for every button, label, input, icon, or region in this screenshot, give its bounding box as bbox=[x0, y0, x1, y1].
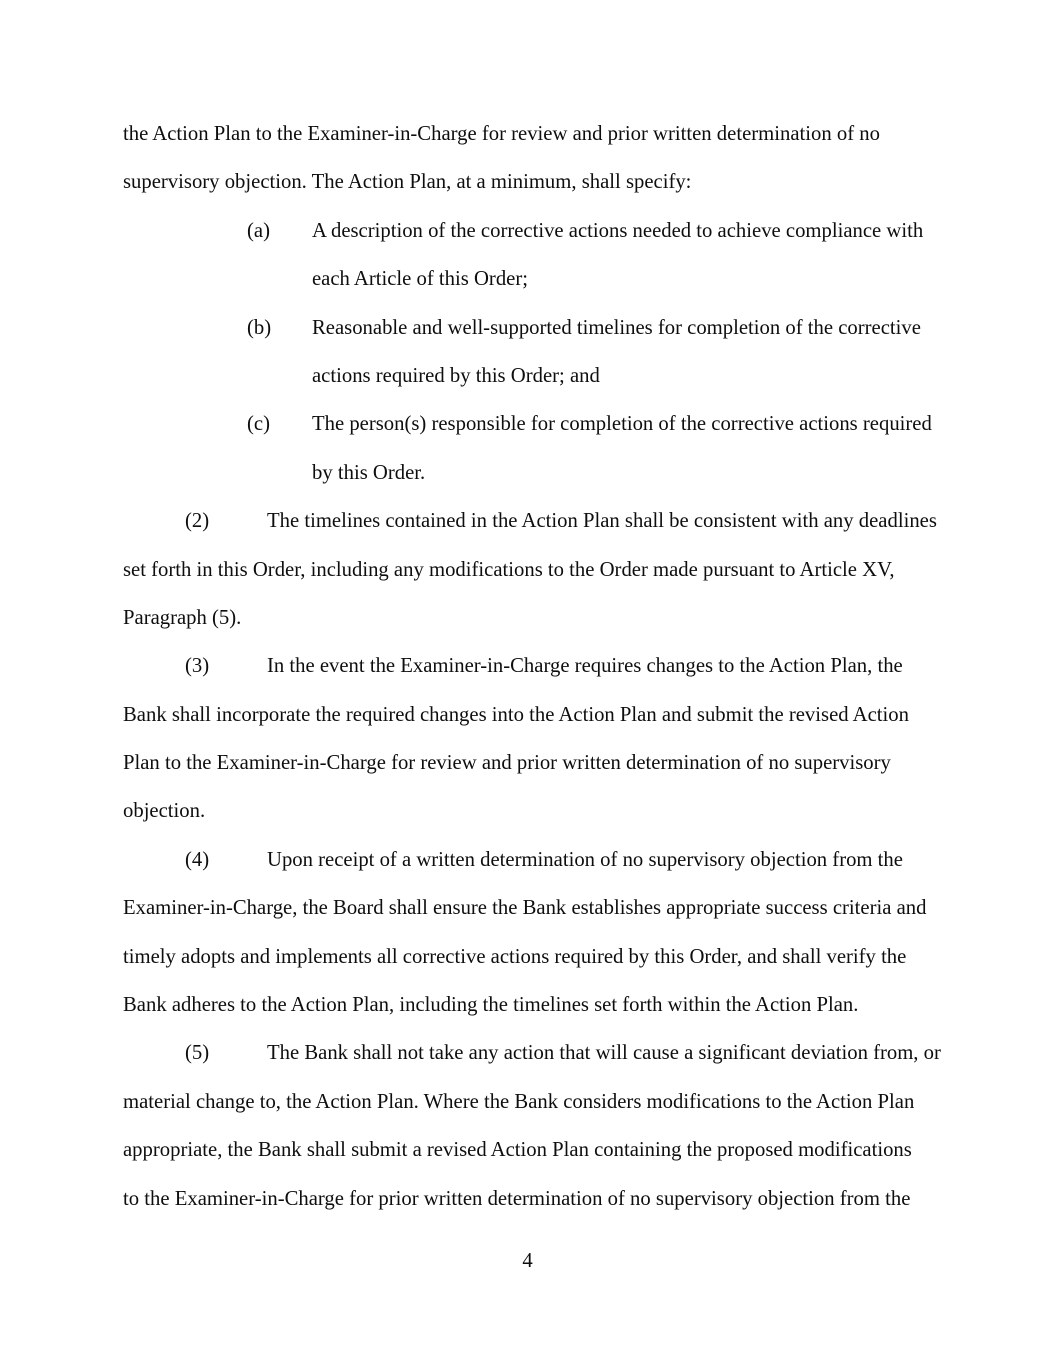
line-text: timely adopts and implements all corrective actions required by this Order, and shall verify the bbox=[123, 945, 907, 968]
line-text: the Action Plan to the Examiner-in-Charge for review and prior written determination of no bbox=[123, 123, 880, 145]
line-text: In the event the Examiner-in-Charge requires changes to the Action Plan, the bbox=[267, 655, 903, 678]
paragraph-label: (a) bbox=[247, 219, 270, 242]
line-text: by this Order. bbox=[312, 461, 426, 484]
clause-line bbox=[123, 352, 938, 400]
paragraph-label: (c) bbox=[247, 413, 270, 436]
line-text: Plan to the Examiner-in-Charge for review and prior written determination of no supervisory bbox=[123, 752, 891, 775]
line-text: Reasonable and well-supported timelines for completion of the corrective bbox=[312, 316, 921, 339]
line-text: set forth in this Order, including any modifications to the Order made pursuant to Article XV, bbox=[123, 558, 895, 581]
line-text: objection. bbox=[123, 800, 206, 823]
line-text: Bank shall incorporate the required changes into the Action Plan and submit the revised Action bbox=[123, 703, 909, 726]
numbered-paragraph-line bbox=[123, 981, 938, 1029]
paragraph-label: (3) bbox=[185, 655, 210, 678]
line-text: actions required by this Order; and bbox=[312, 364, 600, 387]
paragraph-label: (b) bbox=[247, 316, 272, 339]
clause-line bbox=[123, 207, 938, 255]
line-text: Paragraph (5). bbox=[123, 606, 242, 629]
numbered-paragraph-line bbox=[123, 1078, 938, 1126]
numbered-paragraph-line bbox=[123, 642, 938, 690]
page-number: 4 bbox=[522, 1250, 533, 1272]
clause-line bbox=[123, 400, 938, 448]
line-text: Bank adheres to the Action Plan, including the timelines set forth within the Action Plan. bbox=[123, 994, 859, 1017]
numbered-paragraph-line bbox=[123, 836, 938, 884]
line-text: Examiner-in-Charge, the Board shall ensure the Bank establishes appropriate success criteria and bbox=[123, 897, 927, 920]
paragraph-label: (4) bbox=[185, 848, 210, 871]
numbered-paragraph-line bbox=[123, 546, 938, 594]
numbered-paragraph-line bbox=[123, 884, 938, 932]
line-text: each Article of this Order; bbox=[312, 268, 528, 291]
numbered-paragraph-line bbox=[123, 1029, 941, 1077]
line-text: Upon receipt of a written determination of no supervisory objection from the bbox=[267, 848, 903, 871]
line-text: supervisory objection. The Action Plan, at a minimum, shall specify: bbox=[123, 171, 692, 194]
paragraph-label: (5) bbox=[185, 1042, 210, 1065]
line-text: to the Examiner-in-Charge for prior written determination of no supervisory objection from the bbox=[123, 1187, 911, 1210]
line-text: appropriate, the Bank shall submit a revised Action Plan containing the proposed modifications bbox=[123, 1139, 912, 1162]
document-body bbox=[123, 110, 941, 1223]
paragraph-line bbox=[123, 110, 938, 158]
numbered-paragraph-line bbox=[123, 933, 938, 981]
line-text: The person(s) responsible for completion of the corrective actions required bbox=[312, 413, 932, 436]
numbered-paragraph-line bbox=[123, 1126, 938, 1174]
numbered-paragraph-line bbox=[123, 739, 938, 787]
numbered-paragraph-line bbox=[123, 497, 938, 545]
paragraph-label: (2) bbox=[185, 510, 210, 533]
numbered-paragraph-line bbox=[123, 594, 938, 642]
line-text: The timelines contained in the Action Plan shall be consistent with any deadlines bbox=[267, 510, 937, 533]
line-text: material change to, the Action Plan. Where the Bank considers modifications to the Action Plan bbox=[123, 1090, 915, 1113]
numbered-paragraph-line bbox=[123, 787, 938, 835]
line-text: A description of the corrective actions needed to achieve compliance with bbox=[312, 219, 924, 242]
clause-line bbox=[123, 304, 938, 352]
numbered-paragraph-line bbox=[123, 691, 938, 739]
clause-line bbox=[123, 449, 938, 497]
line-text: The Bank shall not take any action that will cause a significant deviation from, or bbox=[267, 1042, 941, 1065]
numbered-paragraph-line bbox=[123, 1175, 938, 1223]
clause-line bbox=[123, 255, 938, 303]
paragraph-line bbox=[123, 158, 938, 206]
